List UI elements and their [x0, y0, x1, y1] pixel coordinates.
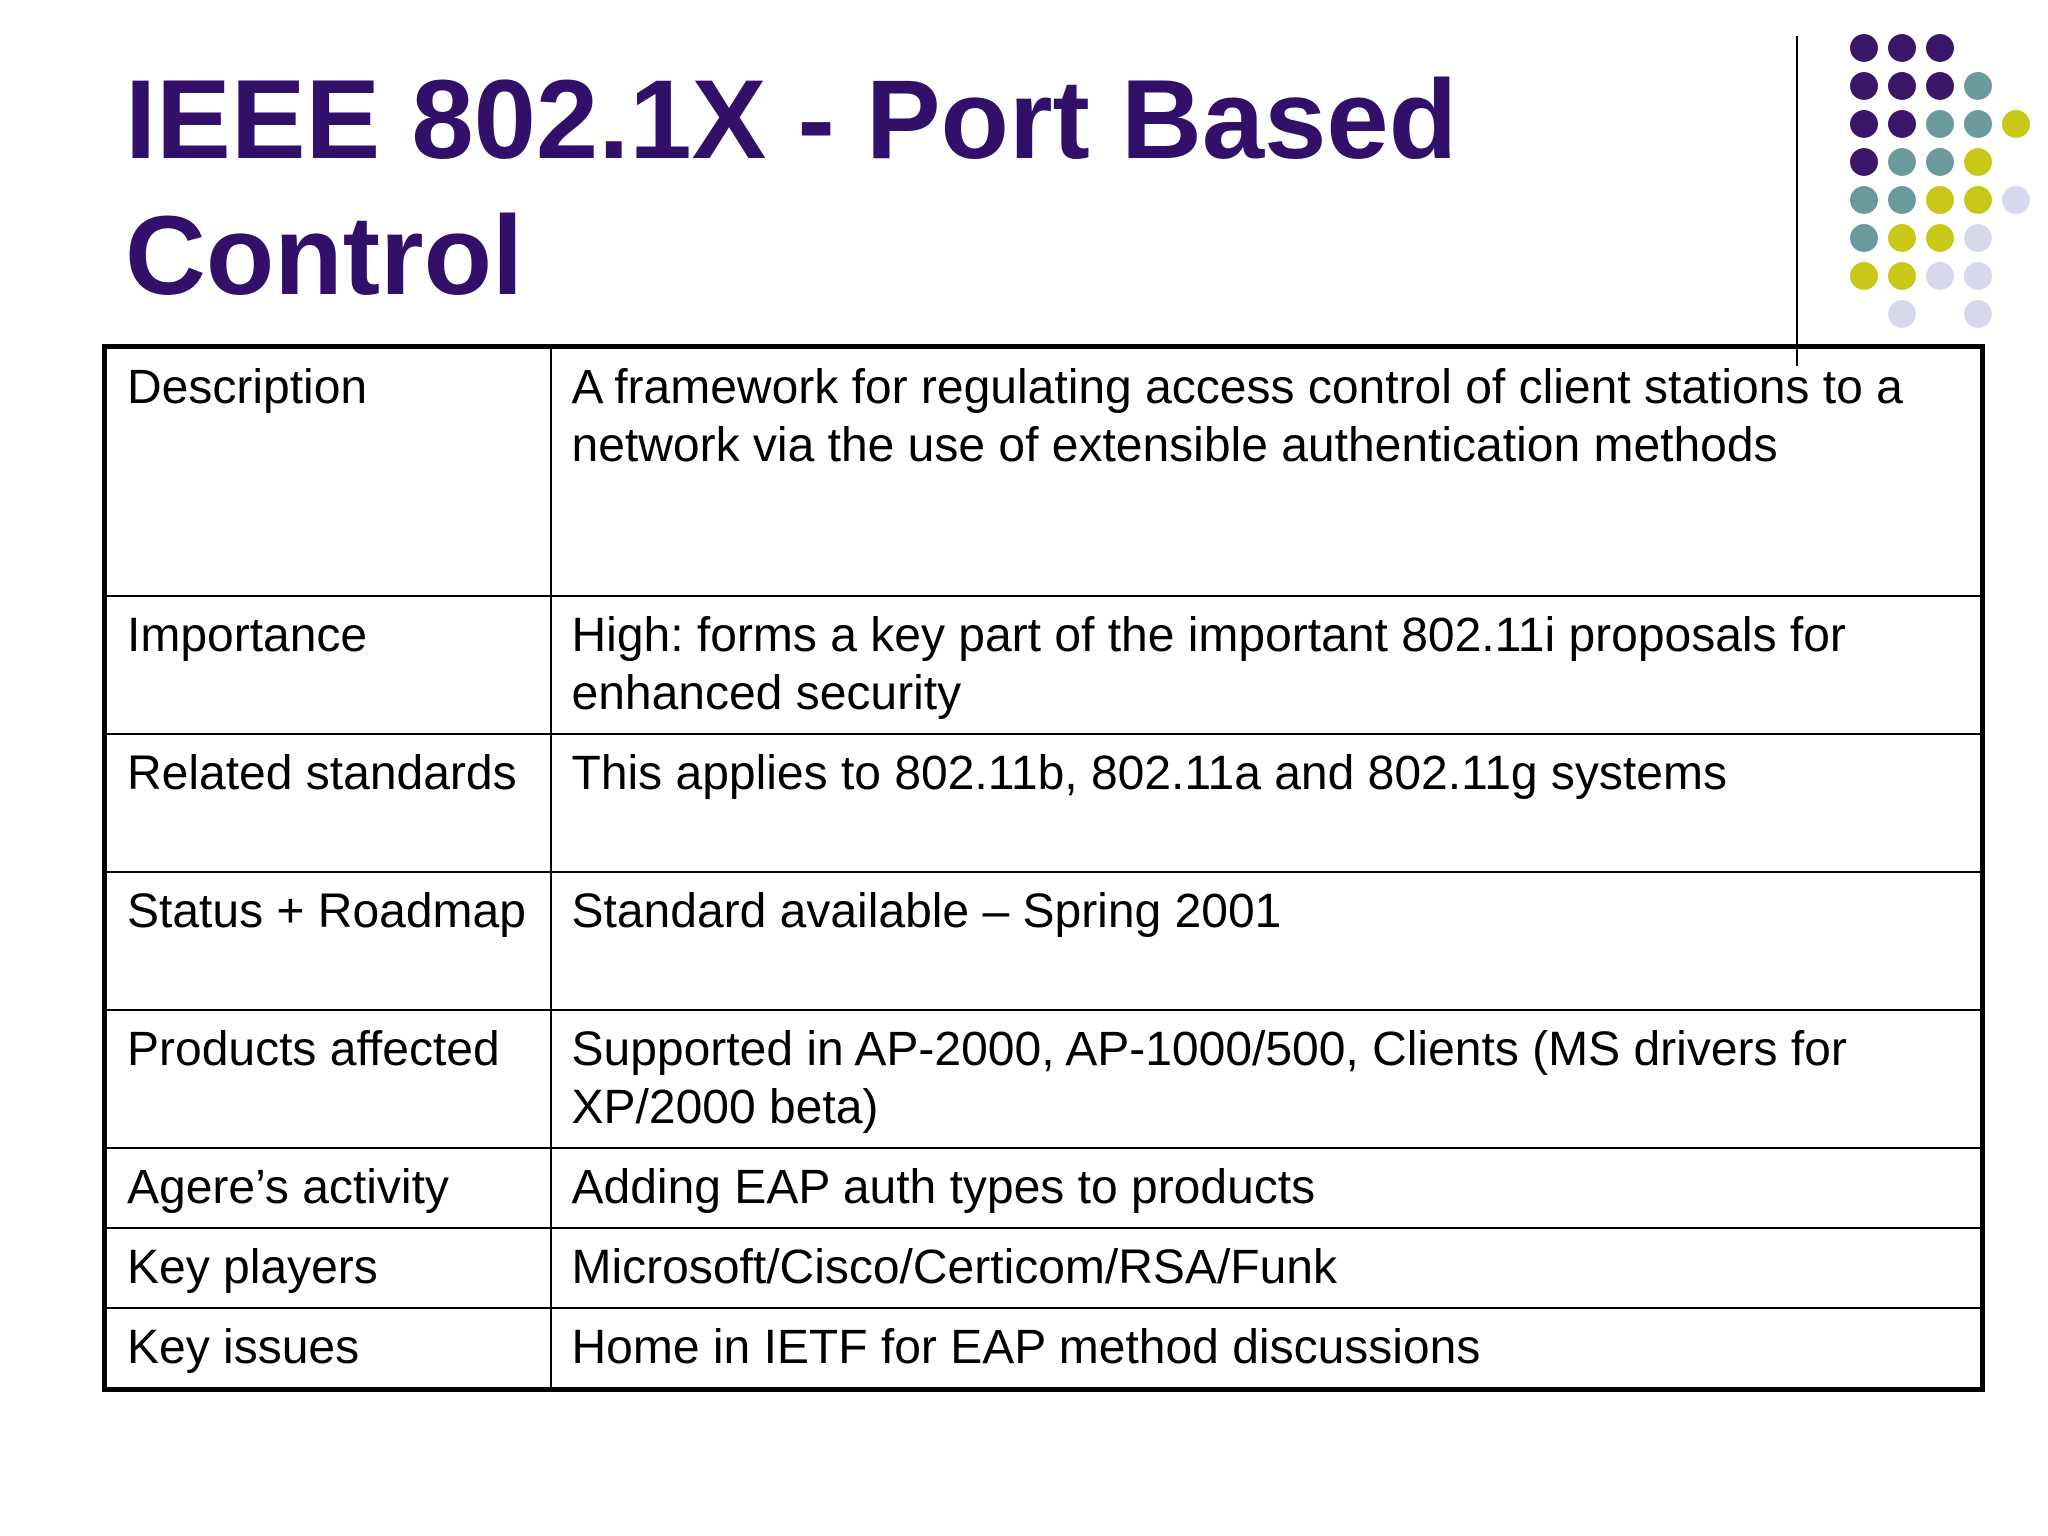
row-value: Home in IETF for EAP method discussions — [551, 1308, 1983, 1390]
decorative-dot — [1888, 110, 1916, 138]
row-value: Microsoft/Cisco/Certicom/RSA/Funk — [551, 1228, 1983, 1308]
table-row-key-issues — [105, 1308, 1983, 1390]
decorative-dot — [1964, 300, 1992, 328]
row-label: Agere’s activity — [105, 1148, 551, 1228]
row-label: Description — [105, 347, 551, 597]
decorative-dot — [1926, 148, 1954, 176]
table-row-related-standards — [105, 734, 1983, 872]
decorative-dot — [1964, 186, 1992, 214]
row-label: Status + Roadmap — [105, 872, 551, 1010]
decorative-dot — [1964, 224, 1992, 252]
row-value: Supported in AP-2000, AP-1000/500, Clients (MS drivers for XP/2000 beta) — [551, 1010, 1983, 1148]
decorative-dot — [1888, 186, 1916, 214]
decorative-dot — [1850, 110, 1878, 138]
row-value: High: forms a key part of the important 802.11i proposals for enhanced security — [551, 596, 1983, 734]
row-value: This applies to 802.11b, 802.11a and 802.11g systems — [551, 734, 1983, 872]
decorative-dot — [1888, 224, 1916, 252]
info-table — [102, 344, 1985, 1392]
decorative-dot — [2002, 110, 2030, 138]
decorative-dot — [1888, 34, 1916, 62]
decorative-dot — [1888, 300, 1916, 328]
table-row-status-roadmap — [105, 872, 1983, 1010]
decorative-dot — [1926, 262, 1954, 290]
row-value: Standard available – Spring 2001 — [551, 872, 1983, 1010]
row-label: Products affected — [105, 1010, 551, 1148]
decorative-dot — [1850, 262, 1878, 290]
decorative-dot — [1926, 224, 1954, 252]
decorative-dot — [1926, 110, 1954, 138]
table-row-importance — [105, 596, 1983, 734]
row-label: Related standards — [105, 734, 551, 872]
decorative-dot — [2002, 186, 2030, 214]
decorative-dot — [1926, 34, 1954, 62]
decorative-dot — [1964, 110, 1992, 138]
row-value: Adding EAP auth types to products — [551, 1148, 1983, 1228]
decorative-dot — [1850, 186, 1878, 214]
slide-title: IEEE 802.1X - Port Based Control — [125, 57, 1458, 318]
decorative-dot — [1888, 72, 1916, 100]
table-row-description — [105, 347, 1983, 597]
table-row-key-players — [105, 1228, 1983, 1308]
table-row-agere-activity — [105, 1148, 1983, 1228]
decorative-dot — [1926, 72, 1954, 100]
decorative-dot — [1888, 262, 1916, 290]
decorative-dot — [1964, 72, 1992, 100]
row-label: Key players — [105, 1228, 551, 1308]
table-row-products-affected — [105, 1010, 1983, 1148]
decorative-dot — [1926, 186, 1954, 214]
row-label: Importance — [105, 596, 551, 734]
decorative-dot — [1888, 148, 1916, 176]
decorative-dot — [1850, 148, 1878, 176]
decorative-dot — [1850, 224, 1878, 252]
accent-vertical-rule — [1796, 36, 1798, 366]
decorative-dot — [1964, 262, 1992, 290]
decorative-dot — [1850, 34, 1878, 62]
row-value: A framework for regulating access control of client stations to a network via the use of extensible authentication methods — [551, 347, 1983, 597]
decorative-dot — [1850, 72, 1878, 100]
row-label: Key issues — [105, 1308, 551, 1390]
decorative-dot — [1964, 148, 1992, 176]
